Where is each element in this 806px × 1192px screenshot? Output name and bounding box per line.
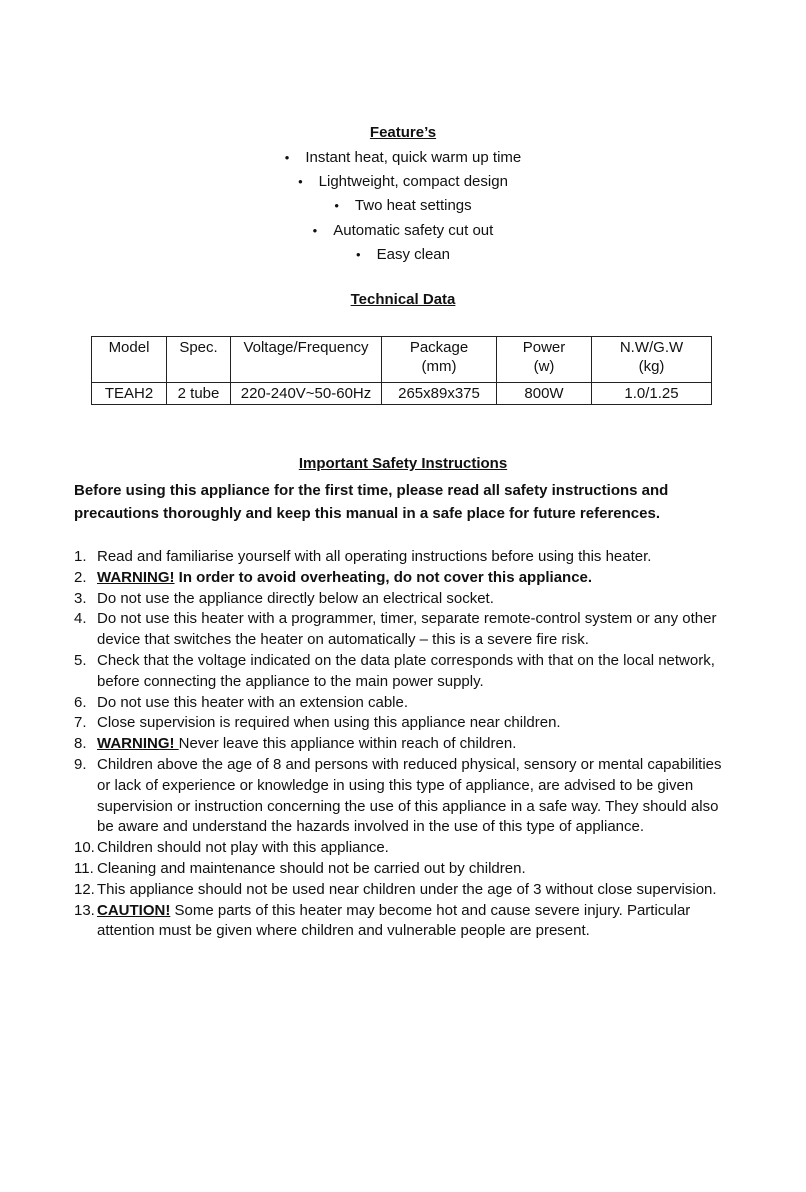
list-item: 2. WARNING! In order to avoid overheating, do not cover this appliance.: [74, 568, 593, 586]
table-header-cell: N.W/G.W (kg): [592, 337, 712, 383]
table-cell: 1.0/1.25: [592, 383, 712, 405]
bullet-icon: •: [312, 223, 318, 238]
feature-item: • Lightweight, compact design: [298, 173, 508, 190]
table-cell: 800W: [497, 383, 592, 405]
list-item: 10. Children should not play with this appliance.: [74, 839, 389, 857]
table-cell: 220-240V~50-60Hz: [231, 383, 382, 405]
list-item: 1. Read and familiarise yourself with all operating instructions before using this heater.: [74, 548, 652, 565]
table-header-cell: Voltage/Frequency: [231, 337, 382, 383]
feature-item: • Easy clean: [356, 246, 450, 263]
features-title: Feature’s: [369, 124, 437, 141]
list-item: 9. Children above the age of 8 and persons with reduced physical, sensory or mental capabilities or lack of experience or knowledge in using this type of appliance, are advised to be given supervision or instruction concerning the use of this appliance in a safe way. They should also be aware and understand the hazards involved in the use of this type of appliance.: [74, 755, 722, 836]
bullet-icon: •: [356, 247, 361, 262]
list-item: 11. Cleaning and maintenance should not be carried out by children.: [74, 859, 526, 877]
table-header-cell: Power (w): [497, 337, 592, 383]
bullet-icon: •: [298, 174, 303, 189]
list-item: 6. Do not use this heater with an extension cable.: [74, 693, 409, 711]
list-item: 4. Do not use this heater with a programmer, timer, separate remote-control system or any other device that switches the heater on automatically – this is a severe fire risk.: [74, 610, 717, 649]
list-item: 3. Do not use the appliance directly below an electrical socket.: [74, 589, 494, 607]
feature-item: • Two heat settings: [334, 197, 472, 214]
list-item: 7. Close supervision is required when using this appliance near children.: [74, 714, 561, 732]
list-item: 8. WARNING! Never leave this appliance within reach of children.: [74, 735, 517, 753]
warning-label: WARNING!: [97, 735, 179, 753]
table-cell: 265x89x375: [382, 383, 497, 405]
list-item: 12. This appliance should not be used near children under the age of 3 without close supervision.: [74, 880, 717, 898]
bullet-icon: •: [284, 150, 290, 165]
feature-item: • Instant heat, quick warm up time: [284, 149, 522, 166]
feature-item: • Automatic safety cut out: [312, 222, 494, 239]
bullet-icon: •: [334, 198, 339, 213]
table-cell: 2 tube: [167, 383, 231, 405]
list-item: 5. Check that the voltage indicated on the data plate corresponds with that on the local network, before connecting the appliance to the main power supply.: [74, 651, 715, 690]
list-item: 13. CAUTION! Some parts of this heater may become hot and cause severe injury. Particular attention must be given where children and vulnerable people are present.: [74, 901, 691, 940]
technical-data-table: [91, 336, 712, 405]
table-header-row: [92, 337, 712, 383]
warning-label: WARNING!: [97, 568, 175, 586]
technical-data-title: Technical Data: [350, 291, 456, 308]
table-header-cell: Model: [92, 337, 167, 383]
table-header-cell: Package (mm): [382, 337, 497, 383]
safety-list: [74, 547, 734, 942]
safety-intro: Before using this appliance for the first time, please read all safety instructions and precautions thoroughly and keep this manual in a safe place for future references.: [74, 482, 669, 522]
table-row: [92, 383, 712, 405]
table-header-cell: Spec.: [167, 337, 231, 383]
caution-label: CAUTION!: [97, 901, 171, 919]
safety-title: Important Safety Instructions: [298, 455, 508, 472]
table-cell: TEAH2: [92, 383, 167, 405]
